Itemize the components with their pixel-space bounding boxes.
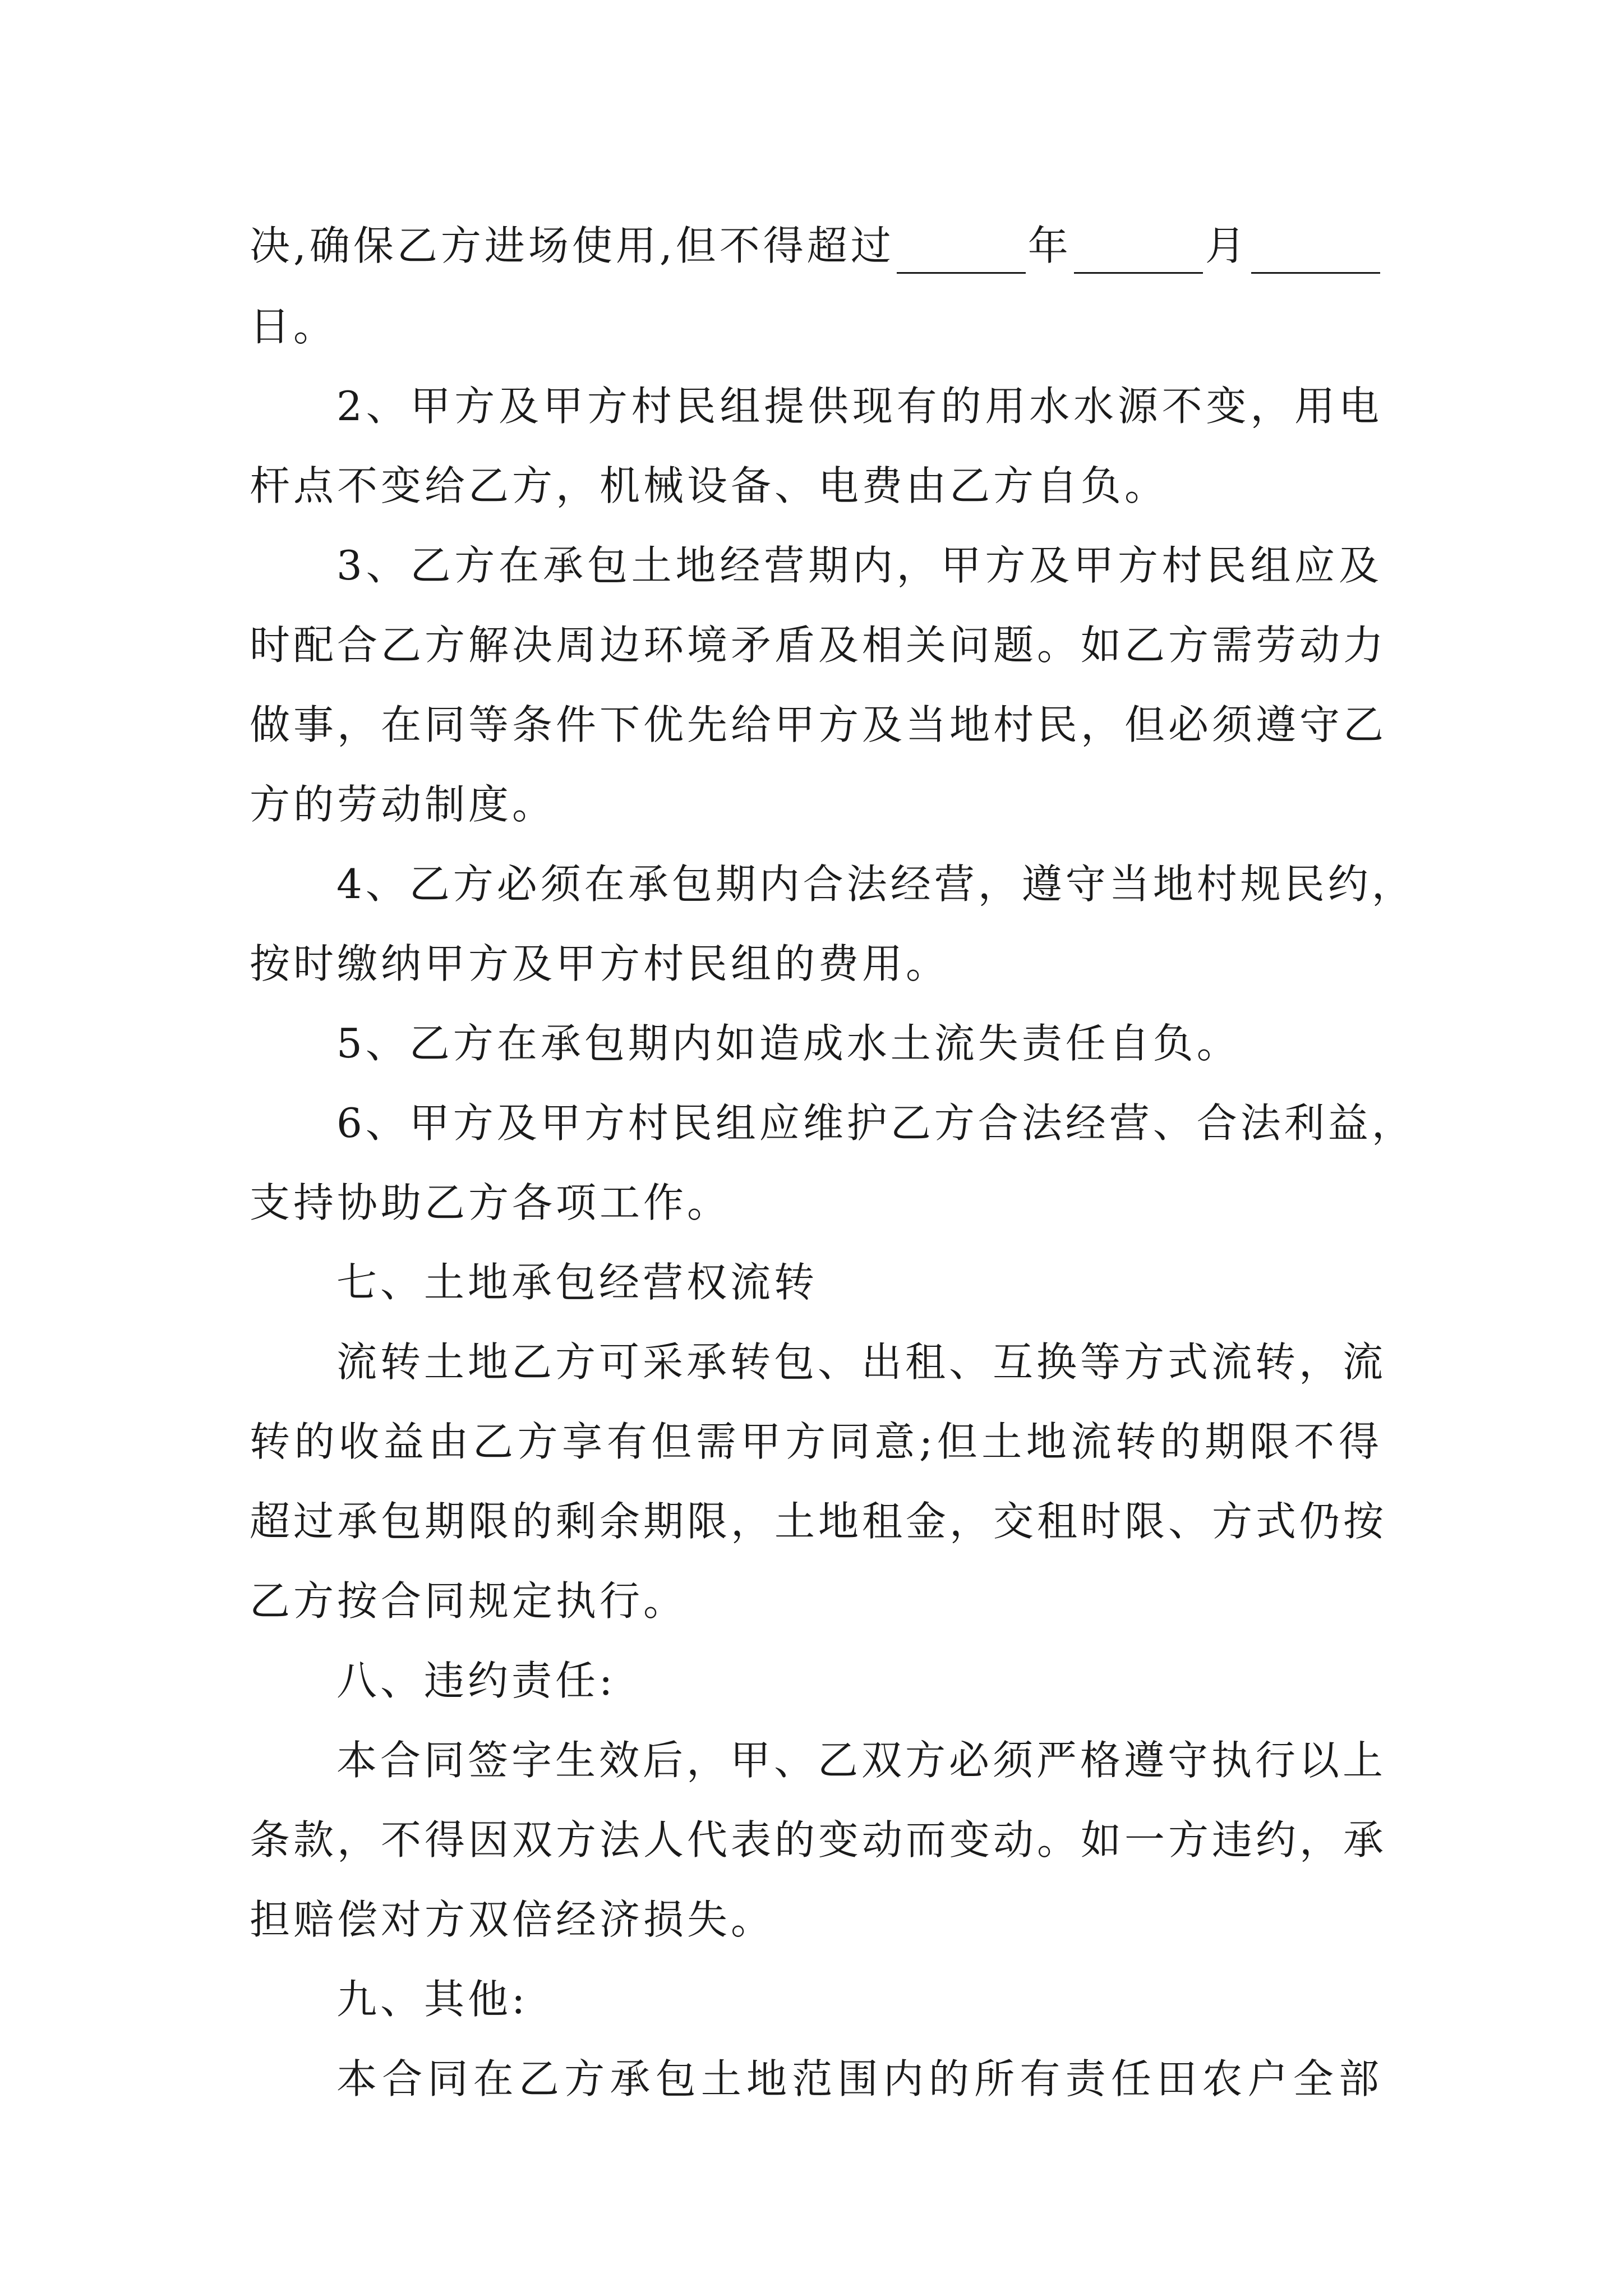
year-label: 年 [1027, 222, 1072, 269]
month-label: 月 [1205, 222, 1249, 269]
paragraph-line: 4、乙方必须在承包期内合法经营，遵守当地村规民约， [336, 861, 1415, 908]
paragraph-line: 5、乙方在承包期内如造成水土流失责任自负。 [336, 1020, 1241, 1067]
blank-field-month [1074, 233, 1203, 274]
paragraph-line: 本合同在乙方承包土地范围内的所有责任田农户全部 [336, 2055, 1382, 2102]
text-line: 时配合乙方解决周边环境矛盾及相关问题。如乙方需劳动力 [250, 622, 1387, 669]
text-line: 转的收益由乙方享有但需甲方同意;但土地流转的期限不得 [250, 1418, 1382, 1465]
blank-field-day [1251, 233, 1380, 274]
section-heading: 八、违约责任: [336, 1657, 616, 1704]
text-line-date-blanks [250, 218, 1382, 274]
section-heading: 七、土地承包经营权流转 [336, 1259, 818, 1306]
paragraph-line: 3、乙方在承包土地经营期内，甲方及甲方村民组应及 [336, 542, 1382, 589]
text-line: 超过承包期限的剩余期限，土地租金，交租时限、方式仍按 [250, 1498, 1387, 1545]
paragraph-line: 流转土地乙方可采承转包、出租、互换等方式流转，流 [336, 1338, 1387, 1386]
section-heading: 九、其他: [336, 1976, 529, 2023]
text-line: 支持协助乙方各项工作。 [250, 1179, 731, 1226]
text-line: 方的劳动制度。 [250, 781, 556, 828]
text-line: 日。 [250, 303, 338, 350]
text-line: 乙方按合同规定执行。 [250, 1577, 688, 1625]
blank-field-year [897, 233, 1026, 274]
paragraph-line: 2、甲方及甲方村民组提供现有的用水水源不变，用电 [336, 383, 1382, 430]
paragraph-line: 6、甲方及甲方村民组应维护乙方合法经营、合法利益， [336, 1099, 1415, 1147]
text-line: 条款，不得因双方法人代表的变动而变动。如一方违约，承 [250, 1816, 1387, 1864]
paragraph-line: 本合同签字生效后，甲、乙双方必须严格遵守执行以上 [336, 1737, 1387, 1784]
text-line: 做事，在同等条件下优先给甲方及当地村民，但必须遵守乙 [250, 701, 1387, 748]
text-line: 杆点不变给乙方，机械设备、电费由乙方自负。 [250, 462, 1169, 509]
text-line: 担赔偿对方双倍经济损失。 [250, 1896, 775, 1943]
text-line: 按时缴纳甲方及甲方村民组的费用。 [250, 940, 950, 987]
text-fragment: 决,确保乙方进场使用,但不得超过 [250, 222, 895, 269]
